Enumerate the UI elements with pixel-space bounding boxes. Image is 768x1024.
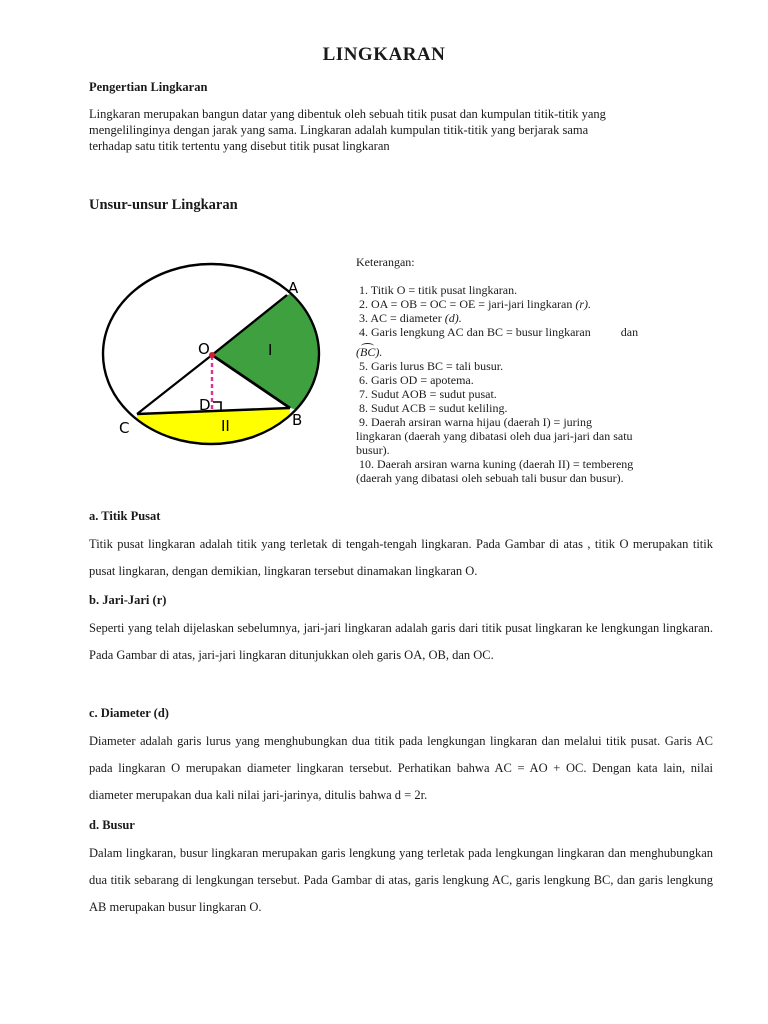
center-point	[209, 352, 215, 358]
keterangan-item: 1. Titik O = titik pusat lingkaran.	[356, 283, 518, 297]
circle-diagram	[90, 255, 340, 455]
right-angle-mark	[213, 402, 221, 410]
label-c: C	[119, 419, 130, 437]
keterangan-item: 10. Daerah arsiran warna kuning (daerah II) = tembereng	[356, 457, 634, 471]
keterangan-item: 4. Garis lengkung AC dan BC = busur lingkaran dan	[356, 325, 639, 339]
diameter-paragraph: Diameter adalah garis lurus yang menghubungkan dua titik pada lengkungan lingkaran dan melalui titik pusat. Garis AC pada lingkaran O merupakan diameter lingkaran tersebut. Perhatikan bahwa AC = AO + OC. Dengan kata lain, nilai diameter merupakan dua kali nilai jari-jarinya, ditulis bahwa d = 2r.	[89, 734, 713, 802]
keterangan-item: 7. Sudut AOB = sudut pusat.	[356, 387, 497, 401]
keterangan-heading: Keterangan:	[356, 255, 415, 269]
section-heading-busur: d. Busur	[89, 818, 135, 832]
label-d: D	[199, 396, 211, 414]
label-b: B	[292, 411, 303, 429]
section-heading-unsur: Unsur-unsur Lingkaran	[89, 197, 238, 213]
keterangan-item: 5. Garis lurus BC = tali busur.	[356, 359, 504, 373]
arc-notation: (BC).	[356, 345, 383, 359]
label-o: O	[198, 340, 210, 358]
titik-pusat-paragraph: Titik pusat lingkaran adalah titik yang terletak di tengah-tengah lingkaran. Pada Gambar di atas , titik O merupakan titik pusat lingkaran, dengan demikian, lingkaran tersebut dinamakan lingkaran O.	[89, 537, 713, 578]
keterangan-item: 9. Daerah arsiran warna hijau (daerah I) = juring	[356, 415, 592, 429]
keterangan-list	[356, 255, 716, 485]
section-heading-titik-pusat: a. Titik Pusat	[89, 509, 161, 523]
keterangan-item: 2. OA = OB = OC = OE = jari-jari lingkaran (r).	[356, 297, 592, 311]
section-heading-jari-jari: b. Jari-Jari (r)	[89, 593, 167, 607]
label-region-2: II	[221, 417, 230, 435]
jari-jari-paragraph: Seperti yang telah dijelaskan sebelumnya, jari-jari lingkaran adalah garis dari titik pusat lingkaran ke lengkungan lingkaran. Pada Gambar di atas, jari-jari lingkaran ditunjukkan oleh garis OA, OB, dan OC.	[89, 621, 713, 662]
section-heading-diameter: c. Diameter (d)	[89, 706, 169, 720]
busur-paragraph: Dalam lingkaran, busur lingkaran merupakan garis lengkung yang terletak pada lengkungan lingkaran dan menghubungkan dua titik sebarang di lengkungan tersebut. Pada Gambar di atas, garis lengkung AC, garis lengkung BC, dan garis lengkung AB merupakan busur lingkaran O.	[89, 846, 713, 914]
page-title: LINGKARAN	[322, 44, 446, 65]
paragraph-line: terhadap satu titik tertentu yang disebut titik pusat lingkaran	[89, 139, 390, 153]
keterangan-item: (daerah yang dibatasi oleh sebuah tali busur dan busur).	[356, 471, 624, 485]
paragraph-line: mengelilinginya dengan jarak yang sama. Lingkaran adalah kumpulan titik-titik yang berjarak sama	[89, 123, 589, 137]
keterangan-item: busur).	[356, 443, 390, 457]
section-heading-pengertian: Pengertian Lingkaran	[89, 80, 208, 94]
keterangan-item: 3. AC = diameter (d).	[356, 311, 462, 325]
pengertian-paragraph	[89, 106, 606, 154]
keterangan-item: 6. Garis OD = apotema.	[356, 373, 474, 387]
label-region-1: I	[268, 341, 273, 359]
keterangan-item: lingkaran (daerah yang dibatasi oleh dua jari-jari dan satu	[356, 429, 633, 443]
label-a: A	[288, 279, 299, 297]
paragraph-line: Lingkaran merupakan bangun datar yang dibentuk oleh sebuah titik pusat dan kumpulan titik-titik yang	[89, 107, 606, 121]
keterangan-item: 8. Sudut ACB = sudut keliling.	[356, 401, 508, 415]
